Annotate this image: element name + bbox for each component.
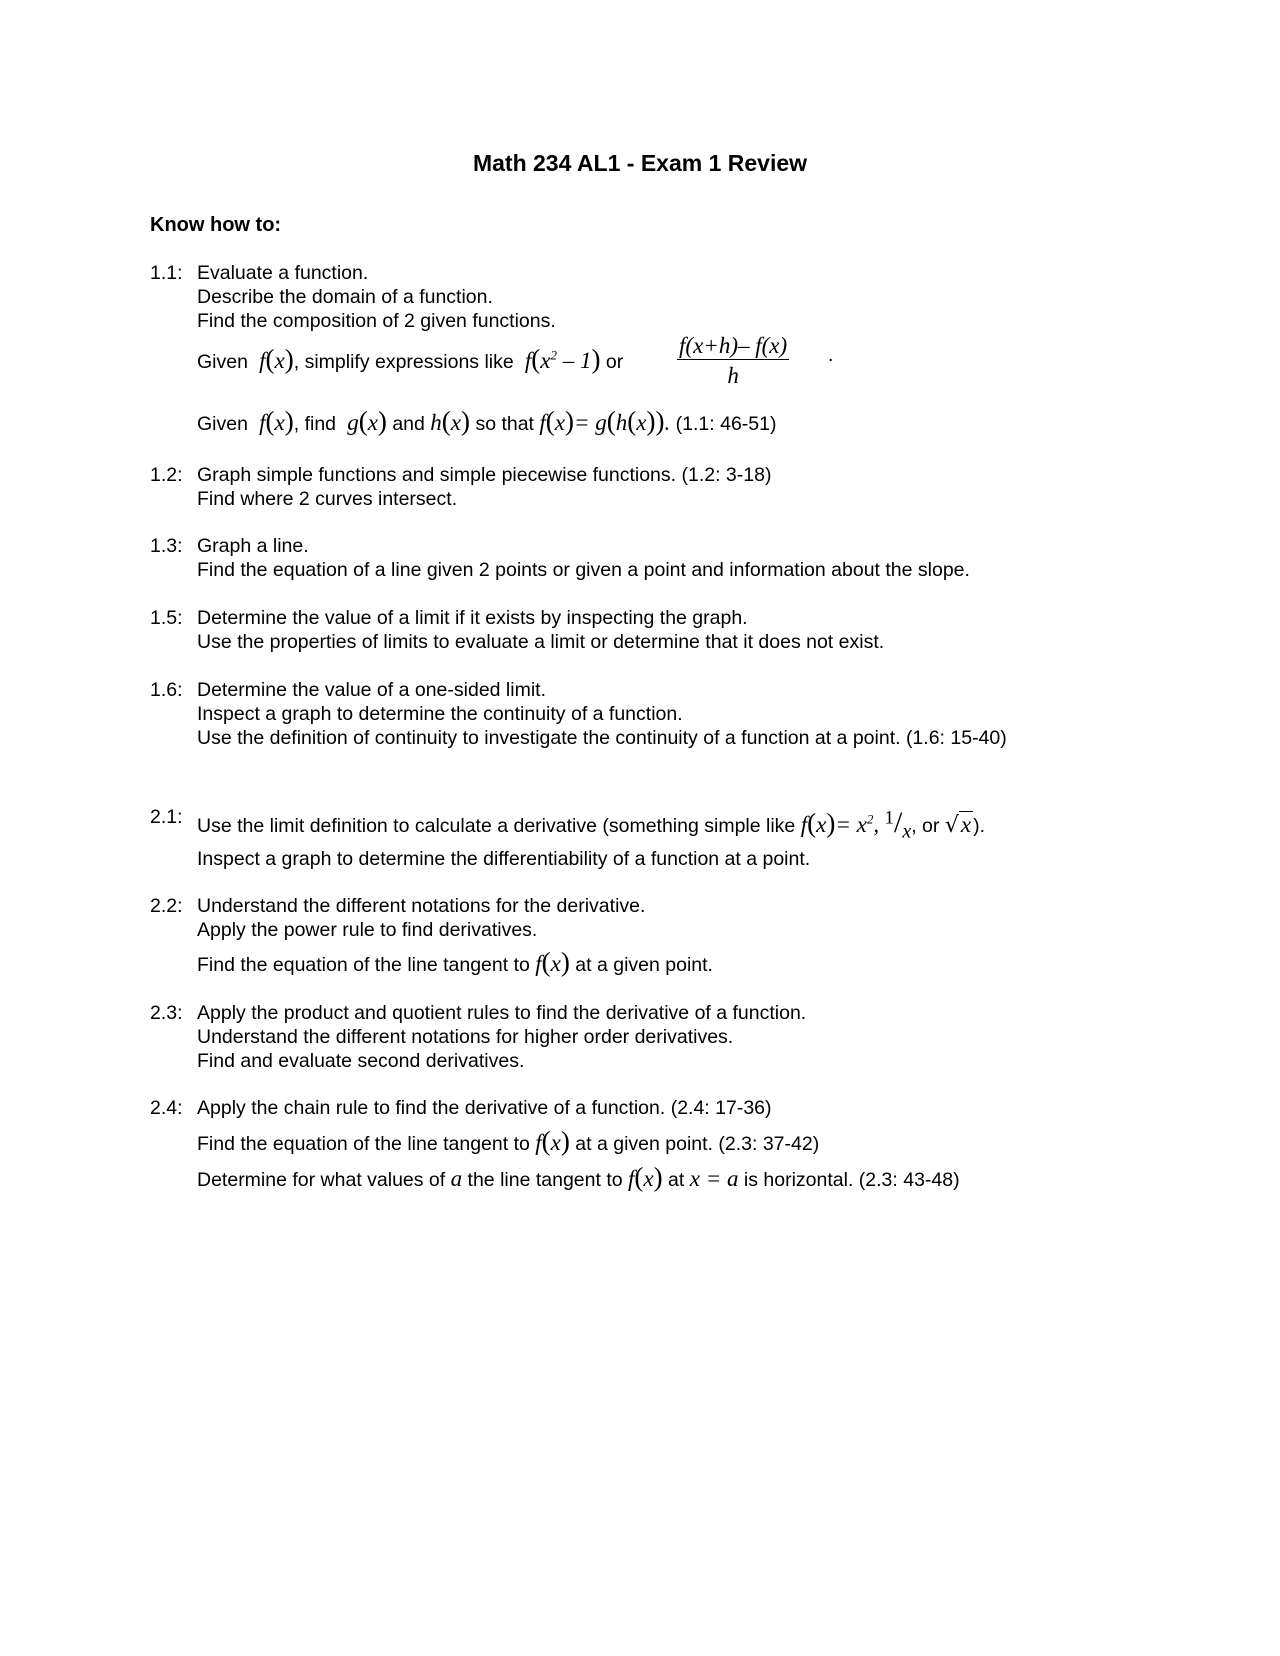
section-number: 2.2:: [150, 895, 183, 917]
objective-text: Understand the different notations for the derivative.: [197, 895, 646, 917]
section-number: 2.4:: [150, 1097, 183, 1119]
objective-text: Graph a line.: [197, 535, 309, 557]
objective-text: [197, 1164, 960, 1191]
objective-text: Find the composition of 2 given functions.: [197, 310, 556, 332]
or-label: or: [605, 351, 624, 373]
section-heading: Know how to:: [150, 214, 282, 236]
objective-text: Apply the chain rule to find the derivative of a function. (2.4: 17-36): [197, 1097, 772, 1119]
math-one-over-x: $^1/_x$: [884, 806, 912, 843]
section-number: 1.5:: [150, 607, 183, 629]
math-f-equals-x-squared: $f(x)= x^2$,: [800, 808, 880, 838]
tangent-text: the line tangent to: [467, 1169, 623, 1191]
tangent-line-text: Find the equation of the line tangent to: [197, 954, 530, 976]
limit-definition-text: Use the limit definition to calculate a derivative (something simple like: [197, 815, 796, 837]
objective-text: [197, 808, 985, 842]
at-text: at: [668, 1169, 685, 1191]
math-sqrt-x: √x: [944, 812, 972, 838]
closing-text: ).: [973, 815, 985, 837]
section-number: 1.1:: [150, 262, 183, 284]
problem-reference: (1.1: 46-51): [675, 413, 777, 435]
given-label: Given: [197, 413, 248, 435]
objective-text: Describe the domain of a function.: [197, 286, 493, 308]
objective-text: Find and evaluate second derivatives.: [197, 1050, 525, 1072]
objective-text: [197, 1128, 819, 1155]
and-label: and: [392, 413, 425, 435]
horizontal-text: is horizontal. (2.3: 43-48): [743, 1169, 960, 1191]
objective-text: Evaluate a function.: [197, 262, 369, 284]
objective-text: Find where 2 curves intersect.: [197, 488, 458, 510]
given-point-text: at a given point. (2.3: 37-42): [575, 1133, 820, 1155]
section-number: 1.3:: [150, 535, 183, 557]
values-of-text: Determine for what values of: [197, 1169, 446, 1191]
math-difference-quotient: $\frac{f(x+h)- f(x)}{h}$: [679, 333, 788, 388]
math-a: a: [450, 1166, 463, 1191]
objective-text: [197, 949, 713, 976]
objective-text: Find the equation of a line given 2 points or given a point and information about the slope.: [197, 559, 970, 581]
math-f-of-x: f(x): [253, 406, 294, 436]
or-label: , or: [911, 815, 940, 837]
section-number: 1.2:: [150, 464, 183, 486]
math-composition: f(x)= g(h(x)).: [539, 406, 671, 436]
objective-text: Understand the different notations for higher order derivatives.: [197, 1026, 734, 1048]
page-title: Math 234 AL1 - Exam 1 Review: [472, 150, 808, 176]
objective-text: Inspect a graph to determine the continuity of a function.: [197, 703, 683, 725]
objective-text: Use the definition of continuity to investigate the continuity of a function at a point. (1.6: 15-40): [197, 727, 1007, 749]
so-that-label: so that: [475, 413, 534, 435]
objective-text: Determine the value of a limit if it exists by inspecting the graph.: [197, 607, 748, 629]
objective-text: Inspect a graph to determine the differentiability of a function at a point.: [197, 848, 811, 870]
math-f-of-x: f(x): [535, 1126, 570, 1156]
math-f-of-x: f(x): [535, 947, 570, 977]
math-f-of-x: f(x): [628, 1162, 663, 1192]
math-g-of-x: g(x): [341, 406, 387, 436]
objective-text: [197, 408, 776, 435]
simplify-label: , simplify expressions like: [293, 351, 514, 373]
section-number: 1.6:: [150, 679, 183, 701]
objective-text: [197, 346, 623, 373]
period: .: [828, 344, 834, 366]
math-h-of-x: h(x): [430, 406, 471, 436]
section-number: 2.3:: [150, 1002, 183, 1024]
math-f-of-x: f(x): [253, 344, 294, 374]
objective-text: Use the properties of limits to evaluate a limit or determine that it does not exist.: [197, 631, 885, 653]
objective-text: Apply the power rule to find derivatives.: [197, 919, 538, 941]
section-number: 2.1:: [150, 806, 183, 828]
given-point-text: at a given point.: [575, 954, 713, 976]
given-label: Given: [197, 351, 248, 373]
objective-text: Apply the product and quotient rules to find the derivative of a function.: [197, 1002, 807, 1024]
math-f-of-x-squared-minus-1: $f(x^2 - 1)$: [519, 344, 601, 374]
tangent-line-text: Find the equation of the line tangent to: [197, 1133, 530, 1155]
objective-text: Graph simple functions and simple piecewise functions. (1.2: 3-18): [197, 464, 772, 486]
find-label: , find: [293, 413, 337, 435]
math-x-equals-a: x = a: [689, 1166, 739, 1191]
objective-text: Determine the value of a one-sided limit.: [197, 679, 547, 701]
